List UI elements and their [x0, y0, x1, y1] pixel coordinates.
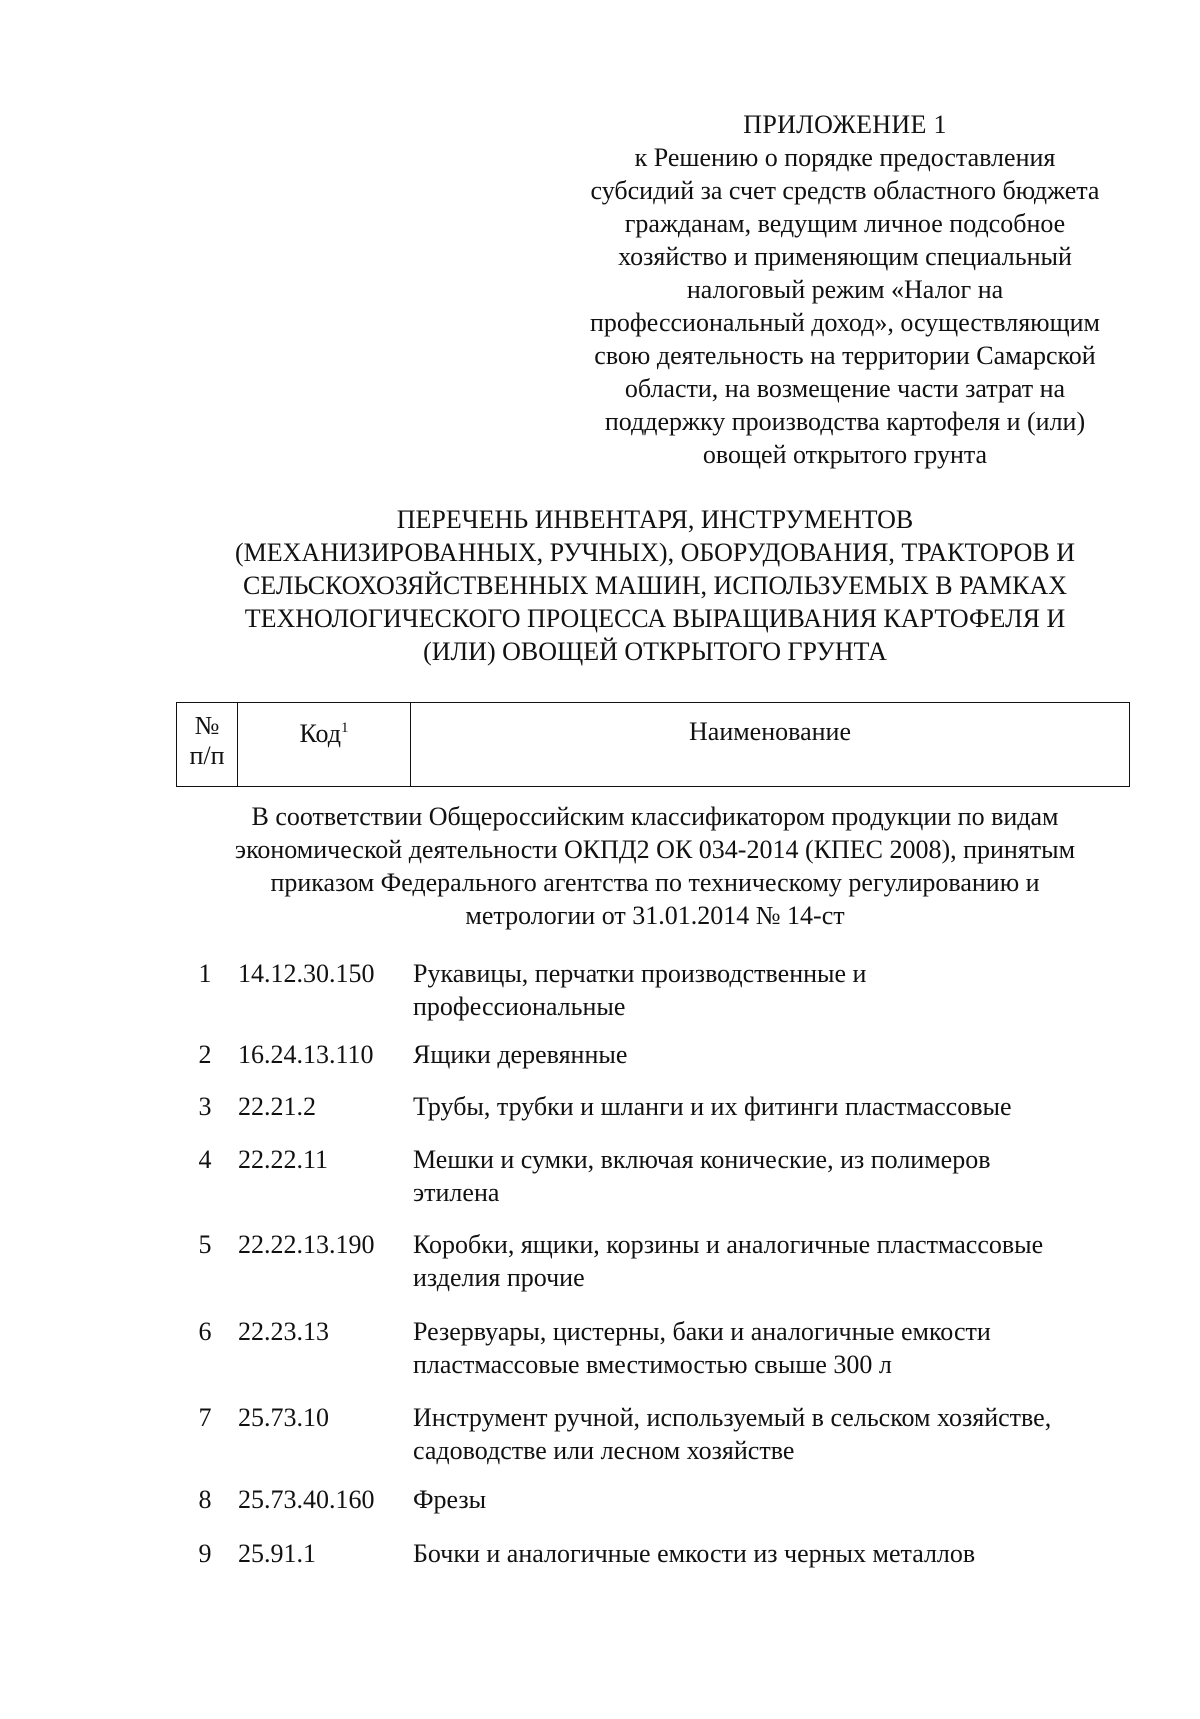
header-code-label: Код [299, 719, 342, 748]
appendix-line: области, на возмещение части затрат на [624, 374, 1066, 403]
row-code: 16.24.13.110 [238, 1040, 374, 1069]
classifier-intro [170, 800, 1140, 932]
row-name [413, 1537, 1143, 1570]
row-name-line: Ящики деревянные [413, 1040, 628, 1069]
header-code-footnote: 1 [341, 720, 349, 736]
intro-line: экономической деятельности ОКПД2 ОК 034-2014 (КПЕС 2008), принятым [234, 835, 1076, 864]
table-header [176, 702, 1130, 787]
row-code: 22.22.13.190 [238, 1230, 375, 1259]
row-number: 8 [198, 1485, 212, 1514]
row-name [413, 1228, 1143, 1294]
row-code: 25.73.40.160 [238, 1485, 375, 1514]
appendix-block [560, 108, 1130, 471]
row-number: 9 [198, 1539, 212, 1568]
appendix-line: налоговый режим «Налог на [686, 275, 1004, 304]
row-name-line: Рукавицы, перчатки производственные и [413, 959, 867, 988]
title-line: (МЕХАНИЗИРОВАННЫХ, РУЧНЫХ), ОБОРУДОВАНИЯ, ТРАКТОРОВ И [234, 538, 1075, 567]
row-code: 25.73.10 [238, 1403, 329, 1432]
header-number-abbr: п/п [189, 741, 225, 770]
row-name-line: профессиональные [413, 992, 626, 1021]
row-name-line: Трубы, трубки и шланги и их фитинги пластмассовые [413, 1092, 1012, 1121]
appendix-line: гражданам, ведущим личное подсобное [624, 209, 1066, 238]
header-cell-number [177, 703, 238, 786]
row-name [413, 1401, 1143, 1467]
document-title [160, 503, 1150, 668]
row-number: 2 [198, 1040, 212, 1069]
row-number: 4 [198, 1145, 212, 1174]
row-name [413, 1315, 1143, 1381]
appendix-line: к Решению о порядке предоставления [634, 143, 1056, 172]
header-cell-name [411, 703, 1129, 786]
row-name-line: этилена [413, 1178, 500, 1207]
row-code: 22.21.2 [238, 1092, 316, 1121]
row-number: 5 [198, 1230, 212, 1259]
row-name [413, 1143, 1143, 1209]
row-name-line: Фрезы [413, 1485, 487, 1514]
row-name-line: Коробки, ящики, корзины и аналогичные пластмассовые [413, 1230, 1044, 1259]
row-name-line: изделия прочие [413, 1263, 585, 1292]
row-name-line: садоводстве или лесном хозяйстве [413, 1436, 795, 1465]
title-line: ПЕРЕЧЕНЬ ИНВЕНТАРЯ, ИНСТРУМЕНТОВ [396, 505, 914, 534]
appendix-line: поддержку производства картофеля и (или) [604, 407, 1086, 436]
row-name [413, 1483, 1143, 1516]
row-name [413, 1090, 1143, 1123]
row-name-line: Резервуары, цистерны, баки и аналогичные емкости [413, 1317, 991, 1346]
appendix-heading: ПРИЛОЖЕНИЕ 1 [743, 110, 947, 139]
appendix-line: хозяйство и применяющим специальный [618, 242, 1072, 271]
row-name-line: пластмассовые вместимостью свыше 300 л [413, 1350, 892, 1379]
row-number: 3 [198, 1092, 212, 1121]
title-line: ТЕХНОЛОГИЧЕСКОГО ПРОЦЕССА ВЫРАЩИВАНИЯ КАРТОФЕЛЯ И [244, 604, 1066, 633]
appendix-line: профессиональный доход», осуществляющим [590, 308, 1100, 337]
row-name [413, 1038, 1143, 1071]
row-name-line: Инструмент ручной, используемый в сельском хозяйстве, [413, 1403, 1052, 1432]
appendix-line: субсидий за счет средств областного бюджета [590, 176, 1100, 205]
row-code: 22.23.13 [238, 1317, 329, 1346]
row-number: 7 [198, 1403, 212, 1432]
intro-line: метрологии от 31.01.2014 № 14-ст [465, 901, 845, 930]
title-line: (ИЛИ) ОВОЩЕЙ ОТКРЫТОГО ГРУНТА [423, 637, 887, 666]
row-code: 22.22.11 [238, 1145, 329, 1174]
header-number-symbol: № [194, 711, 220, 740]
appendix-line: овощей открытого грунта [702, 440, 988, 469]
row-name-line: Бочки и аналогичные емкости из черных металлов [413, 1539, 976, 1568]
row-name [413, 957, 1143, 1023]
row-number: 6 [198, 1317, 212, 1346]
header-name-label: Наименование [689, 717, 851, 746]
row-code: 25.91.1 [238, 1539, 316, 1568]
row-code: 14.12.30.150 [238, 959, 375, 988]
title-line: СЕЛЬСКОХОЗЯЙСТВЕННЫХ МАШИН, ИСПОЛЬЗУЕМЫХ В РАМКАХ [242, 571, 1068, 600]
row-name-line: Мешки и сумки, включая конические, из полимеров [413, 1145, 991, 1174]
intro-line: приказом Федерального агентства по техническому регулированию и [270, 868, 1040, 897]
row-number: 1 [198, 959, 212, 988]
header-cell-code [238, 703, 411, 786]
intro-line: В соответствии Общероссийским классификатором продукции по видам [251, 802, 1059, 831]
appendix-line: свою деятельность на территории Самарской [594, 341, 1096, 370]
